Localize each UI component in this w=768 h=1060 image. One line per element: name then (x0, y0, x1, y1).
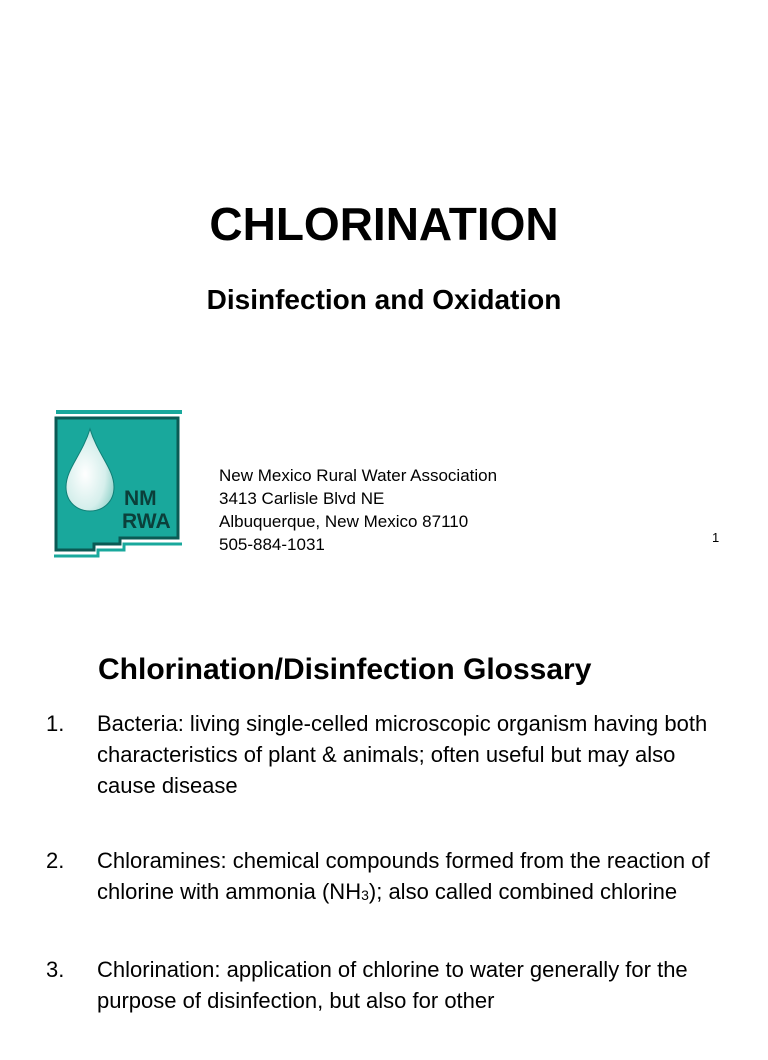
logo-text-rwa: RWA (122, 510, 171, 533)
glossary-item-bacteria (0, 708, 768, 801)
glossary-item-chlorination (0, 954, 768, 1016)
glossary-list (0, 708, 768, 1060)
glossary-item-text: Chlorination: application of chlorine to water generally for the purpose of disinfection, but also for other (97, 957, 688, 1013)
glossary-title: Chlorination/Disinfection Glossary (98, 653, 592, 686)
glossary-item-chloramines (0, 845, 768, 910)
glossary-slide (0, 610, 768, 1024)
glossary-item-text: Bacteria: living single-celled microscopic organism having both characteristics of plant & animals; often useful but may also cause disease (97, 711, 708, 798)
glossary-text-before: Chloramines: chemical compounds formed from the reaction of chlorine with ammonia (NH (97, 848, 710, 904)
address-org: New Mexico Rural Water Association (219, 466, 498, 485)
address-block (219, 464, 497, 556)
glossary-item-number: 2. (46, 848, 65, 873)
page-number: 1 (712, 530, 720, 545)
glossary-item-number: 1. (46, 711, 65, 736)
glossary-text-after: ); also called combined chlorine (368, 879, 678, 904)
address-phone: 505-884-1031 (219, 535, 325, 554)
address-street: 3413 Carlisle Blvd NE (219, 489, 385, 508)
slide-subtitle: Disinfection and Oxidation (206, 284, 562, 315)
logo-top-bar (56, 410, 182, 414)
nmrwa-logo (50, 407, 184, 563)
slide-title: CHLORINATION (209, 198, 559, 250)
glossary-item-number: 3. (46, 957, 65, 982)
glossary-item-text (97, 845, 727, 910)
logo-text-nm: NM (124, 487, 157, 510)
address-city: Albuquerque, New Mexico 87110 (219, 512, 469, 531)
glossary-subscript: 3 (361, 887, 369, 903)
